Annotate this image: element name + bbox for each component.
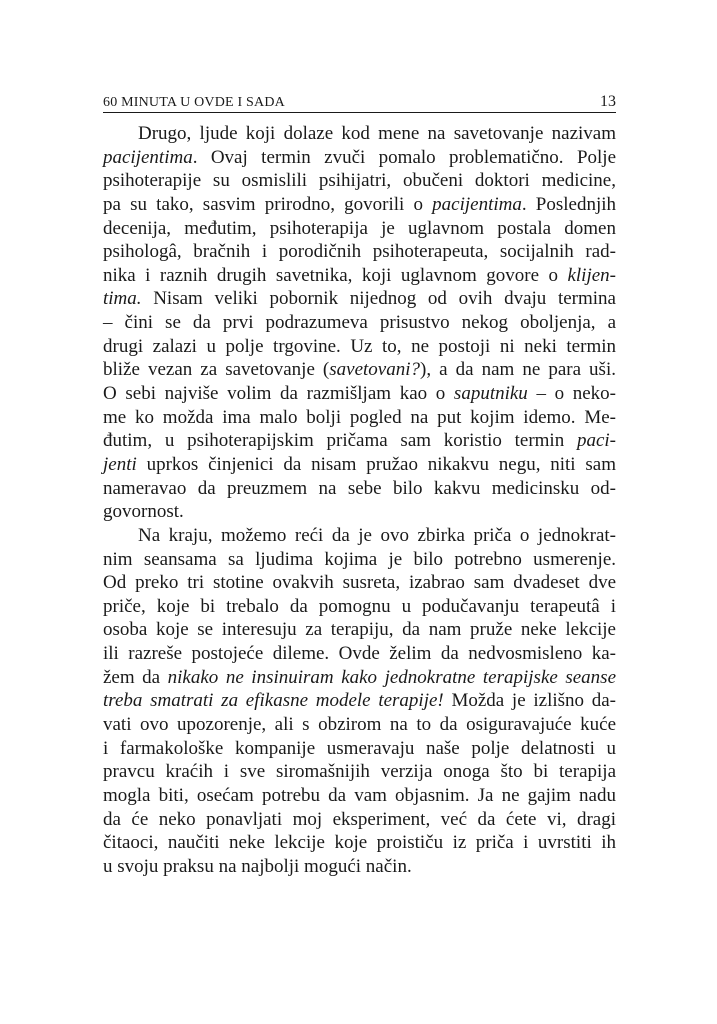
- running-head: [103, 88, 616, 113]
- text-line: [103, 666, 616, 690]
- text-segment: žem da: [103, 666, 168, 688]
- text-segment: psihoterapije su osmislili psihijatri, obučeni doktori medicine,: [103, 170, 616, 192]
- text-segment: nameravao da preuzmem na sebe bilo kakvu medicinsku od-: [103, 477, 616, 499]
- text-line: [103, 642, 616, 666]
- text-segment: Nisam veliki pobornik nijednog od ovih dvaju termina: [141, 288, 616, 310]
- text-segment: – čini se da prvi podrazumeva prisustvo nekog oboljenja, a: [103, 312, 616, 334]
- text-line: [103, 453, 616, 477]
- text-line: [103, 784, 616, 808]
- running-head-title: 60 MINUTA U OVDE I SADA: [103, 95, 285, 110]
- text-segment: ili razreše postojeće dileme. Ovde želim da nedvosmisleno ka-: [103, 643, 616, 665]
- text-segment: vati ovo upozorenje, ali s obzirom na to da osiguravajuće kuće: [103, 714, 616, 736]
- text-segment: ), a da nam ne para uši.: [420, 359, 616, 381]
- italic-text: paci-: [576, 430, 616, 452]
- paragraph: [103, 524, 616, 879]
- text-segment: da će neko ponavljati moj eksperiment, već da ćete vi, dragi: [103, 808, 616, 830]
- text-line: [103, 169, 616, 193]
- text-segment: osoba koje se interesuju za terapiju, da nam pruže neke lekcije: [103, 619, 616, 641]
- text-line: [103, 524, 616, 548]
- text-segment: drugi zalazi u polje trgovine. Uz to, ne postoji ni neki termin: [103, 335, 616, 357]
- text-segment: i farmakološke kompanije usmeravaju naše polje delatnosti u: [103, 737, 616, 759]
- text-segment: . Poslednjih: [521, 193, 616, 215]
- text-line: [103, 311, 616, 335]
- text-line: [103, 477, 616, 501]
- text-segment: nika i raznih drugih savetnika, koji uglavnom govore o: [103, 264, 568, 286]
- text-line: [103, 429, 616, 453]
- text-segment: O sebi najviše volim da razmišljam kao o: [103, 383, 454, 405]
- text-line: [103, 240, 616, 264]
- text-line: [103, 618, 616, 642]
- italic-text: pacijentima: [103, 146, 193, 168]
- text-segment: me ko možda ima malo bolji pogled na put kojim idemo. Me-: [103, 406, 616, 428]
- text-segment: Možda je izlišno da-: [443, 690, 616, 712]
- text-segment: đutim, u psihoterapijskim pričama sam koristio termin: [103, 430, 577, 452]
- text-line: [103, 193, 616, 217]
- text-line: [103, 146, 616, 170]
- italic-text: savetovani?: [329, 359, 421, 381]
- italic-text: nikako ne insinuiram kako jednokratne terapijske seanse: [167, 666, 616, 688]
- text-segment: – o neko-: [527, 383, 617, 405]
- text-line: [103, 595, 616, 619]
- text-segment: bliže vezan za savetovanje (: [103, 359, 330, 381]
- italic-text: treba smatrati za efikasne modele terapije!: [103, 690, 444, 712]
- text-segment: Drugo, ljude koji dolaze kod mene na savetovanje nazivam: [138, 123, 616, 144]
- text-segment: priče, koje bi trebalo da pomognu u podučavanju terapeutâ i: [103, 595, 616, 617]
- text-line: [103, 571, 616, 595]
- text-line: [103, 406, 616, 430]
- book-page: [103, 88, 616, 879]
- text-segment: psihologâ, bračnih i porodičnih psihoterapeuta, socijalnih rad-: [103, 241, 616, 263]
- text-segment: pa su tako, sasvim prirodno, govorili o: [103, 193, 433, 215]
- text-segment: Od preko tri stotine ovakvih susreta, izabrao sam dvadeset dve: [103, 572, 616, 594]
- italic-text: klijen-: [567, 264, 616, 286]
- text-line: [103, 737, 616, 761]
- text-line: [103, 831, 616, 855]
- text-segment: mogla biti, osećam potrebu da vam objasnim. Ja ne gajim nadu: [103, 784, 616, 806]
- text-line: [103, 855, 616, 879]
- page-number: 13: [600, 93, 616, 110]
- text-line: [103, 382, 616, 406]
- text-segment: Na kraju, možemo reći da je ovo zbirka priča o jednokrat-: [138, 524, 616, 546]
- text-line: [103, 713, 616, 737]
- text-segment: u svoju praksu na najbolji mogući način.: [103, 855, 412, 877]
- text-segment: pravcu kraćih i sve siromašnijih verzija onoga što bi terapija: [103, 761, 616, 783]
- text-segment: uprkos činjenici da nisam pružao nikakvu negu, niti sam: [136, 453, 616, 475]
- paragraph: [103, 122, 616, 524]
- italic-text: saputniku: [453, 383, 528, 405]
- text-line: [103, 264, 616, 288]
- text-segment: nim seansama sa ljudima kojima je bilo potrebno usmerenje.: [103, 548, 616, 570]
- italic-text: tima.: [103, 288, 142, 310]
- italic-text: jenti: [103, 453, 137, 475]
- text-line: [103, 808, 616, 832]
- text-segment: govornost.: [103, 501, 184, 523]
- text-segment: čitaoci, naučiti neke lekcije koje proističu iz priča i uvrstiti ih: [103, 832, 616, 854]
- text-line: [103, 760, 616, 784]
- text-segment: . Ovaj termin zvuči pomalo problematično. Polje: [192, 146, 616, 168]
- body-text: [103, 122, 616, 879]
- text-line: [103, 217, 616, 241]
- text-line: [103, 122, 616, 146]
- text-line: [103, 548, 616, 572]
- text-line: [103, 689, 616, 713]
- text-line: [103, 335, 616, 359]
- text-segment: decenija, međutim, psihoterapija je uglavnom postala domen: [103, 217, 616, 239]
- text-line: [103, 287, 616, 311]
- italic-text: pacijentima: [432, 193, 522, 215]
- text-line: [103, 500, 616, 524]
- text-line: [103, 358, 616, 382]
